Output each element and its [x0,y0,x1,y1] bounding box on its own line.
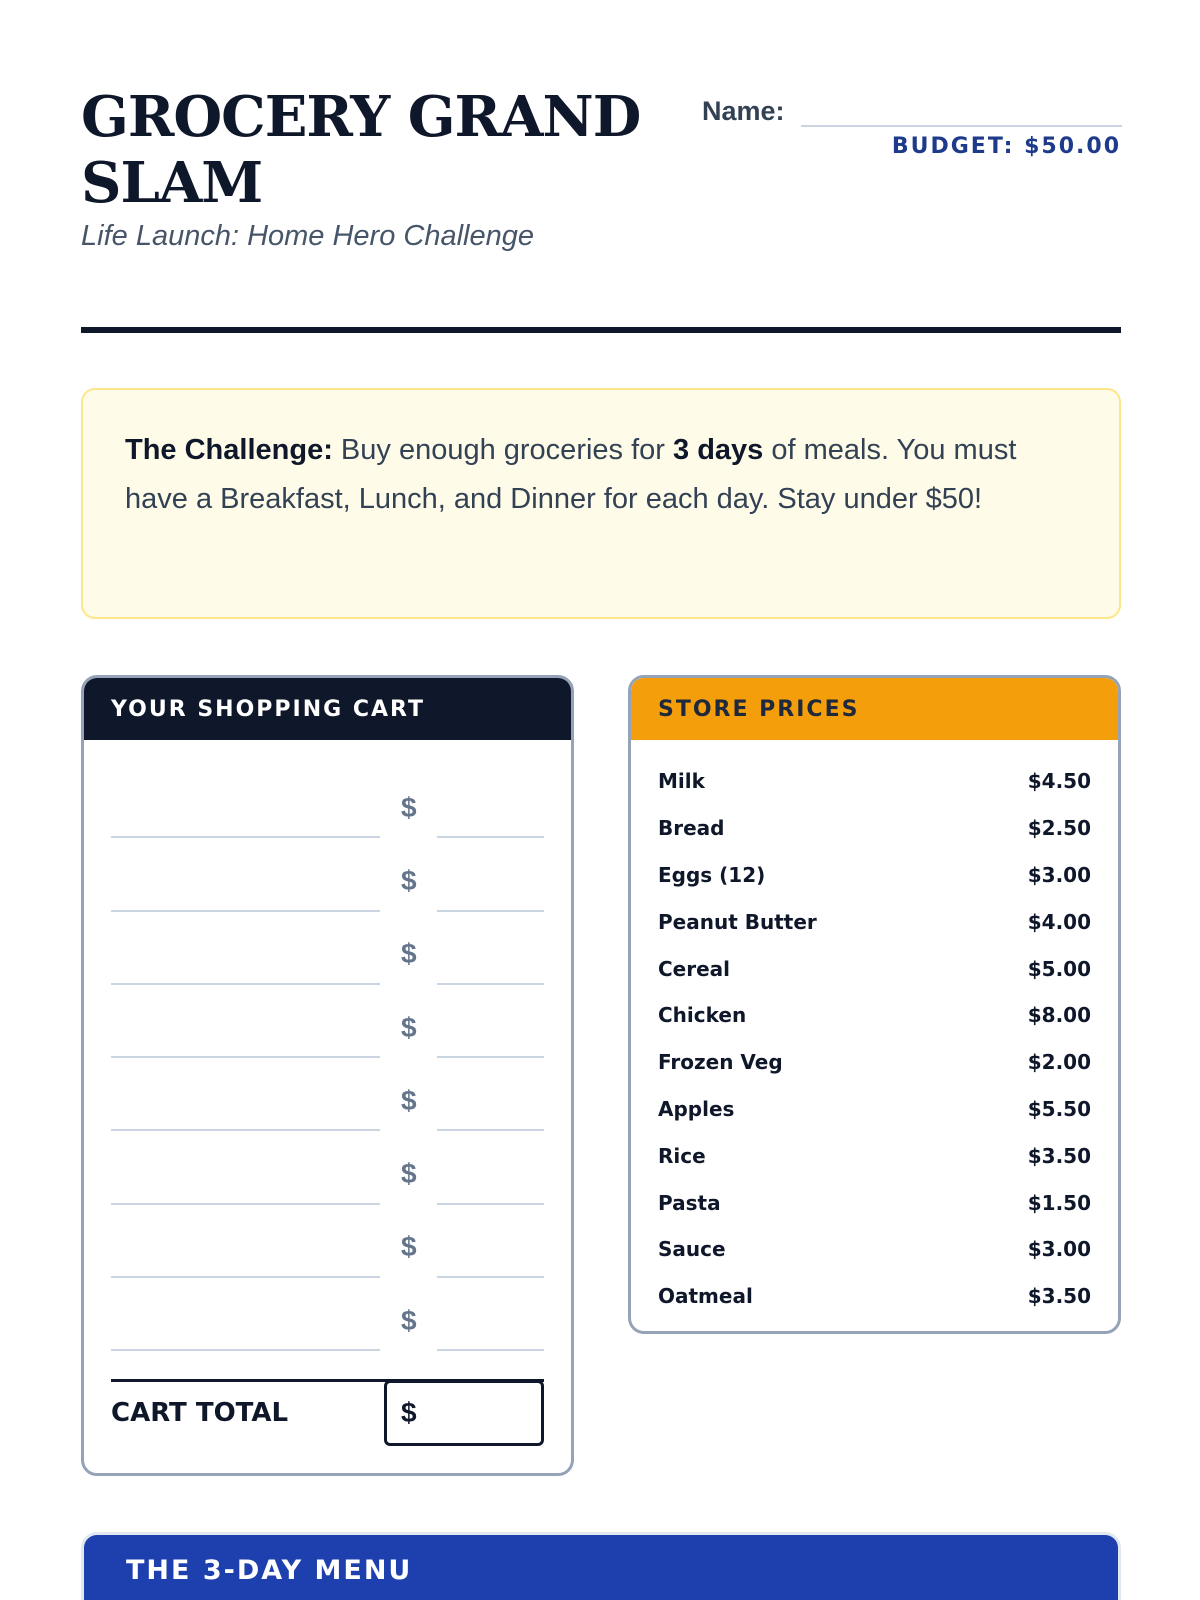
challenge-text-1: Buy enough groceries for [332,434,674,466]
cart-dollar-sign: $ [401,1011,417,1043]
cart-item-input-line[interactable] [111,1230,380,1278]
cart-item-input-line[interactable] [111,864,380,912]
price-item-name: Peanut Butter [658,909,817,934]
cart-total-box[interactable] [384,1380,544,1446]
price-item-name: Pasta [658,1190,721,1215]
cart-rows [84,740,571,1353]
name-field-row [702,87,1122,127]
price-item-name: Milk [658,769,705,794]
price-list-item [658,1132,1091,1179]
price-item-price: $4.00 [1027,909,1091,934]
price-list-item [658,1226,1091,1273]
budget-label: BUDGET: $50.00 [891,134,1121,159]
price-item-price: $3.50 [1027,1143,1091,1168]
store-prices-header: STORE PRICES [631,678,1118,740]
price-list-item [658,898,1091,945]
cart-row [111,767,544,840]
header-divider [81,327,1121,333]
cart-item-input-line[interactable] [111,937,380,985]
price-list-item [658,945,1091,992]
price-list-item [658,805,1091,852]
cart-row [111,1133,544,1206]
cart-item-input-line[interactable] [111,1083,380,1131]
cart-total-dollar: $ [401,1397,417,1428]
price-item-price: $5.00 [1027,956,1091,981]
cart-price-input-line[interactable] [437,1083,544,1131]
cart-dollar-sign: $ [401,1231,417,1263]
price-item-price: $4.50 [1027,769,1091,794]
cart-dollar-sign: $ [401,1084,417,1116]
cart-item-input-line[interactable] [111,1010,380,1058]
store-prices-panel [628,675,1121,1334]
page-title: GROCERY GRAND SLAM [81,84,641,216]
cart-total-row [111,1380,544,1446]
cart-dollar-sign: $ [401,1304,417,1336]
price-item-price: $1.50 [1027,1190,1091,1215]
name-label: Name: [702,96,785,126]
price-list [631,740,1118,1320]
price-item-name: Frozen Veg [658,1050,783,1075]
price-item-name: Rice [658,1143,706,1168]
price-item-name: Bread [658,816,725,841]
price-list-item [658,852,1091,899]
price-list-item [658,1179,1091,1226]
cart-row [111,914,544,987]
challenge-box [81,388,1121,619]
menu-header: THE 3-DAY MENU [126,1555,413,1586]
cart-price-input-line[interactable] [437,864,544,912]
shopping-cart-panel [81,675,574,1476]
cart-row [111,1060,544,1133]
cart-dollar-sign: $ [401,791,417,823]
cart-dollar-sign: $ [401,864,417,896]
challenge-emphasis: 3 days [673,434,764,466]
price-item-name: Apples [658,1096,735,1121]
challenge-text-2: of meals. You must have a Breakfast, Lunch, and Dinner for each day. Stay under $50! [125,434,1017,515]
cart-price-input-line[interactable] [437,1303,544,1351]
price-item-name: Oatmeal [658,1284,753,1309]
price-item-name: Sauce [658,1237,726,1262]
cart-price-input-line[interactable] [437,790,544,838]
worksheet-header [81,84,1121,264]
price-item-price: $3.50 [1027,1284,1091,1309]
cart-row [111,1207,544,1280]
cart-header: YOUR SHOPPING CART [84,678,571,740]
price-list-item [658,758,1091,805]
cart-price-input-line[interactable] [437,1010,544,1058]
page-subtitle: Life Launch: Home Hero Challenge [81,220,534,252]
cart-row [111,987,544,1060]
three-day-menu-panel [81,1532,1121,1600]
cart-price-input-line[interactable] [437,1230,544,1278]
cart-row [111,1280,544,1353]
cart-item-input-line[interactable] [111,1157,380,1205]
cart-item-input-line[interactable] [111,790,380,838]
price-list-item [658,1039,1091,1086]
challenge-lead: The Challenge: [125,434,333,466]
cart-row [111,840,544,913]
cart-item-input-line[interactable] [111,1303,380,1351]
price-item-price: $2.00 [1027,1050,1091,1075]
price-item-name: Eggs (12) [658,862,766,887]
cart-dollar-sign: $ [401,1158,417,1190]
price-list-item [658,1086,1091,1133]
cart-dollar-sign: $ [401,938,417,970]
cart-price-input-line[interactable] [437,937,544,985]
price-item-name: Chicken [658,1003,747,1028]
price-item-name: Cereal [658,956,731,981]
price-item-price: $3.00 [1027,1237,1091,1262]
name-input-line[interactable] [801,95,1122,127]
price-list-item [658,992,1091,1039]
price-list-item [658,1273,1091,1320]
cart-total-label: CART TOTAL [111,1398,289,1428]
price-item-price: $2.50 [1027,816,1091,841]
price-item-price: $5.50 [1027,1096,1091,1121]
cart-price-input-line[interactable] [437,1157,544,1205]
price-item-price: $8.00 [1027,1003,1091,1028]
price-item-price: $3.00 [1027,862,1091,887]
